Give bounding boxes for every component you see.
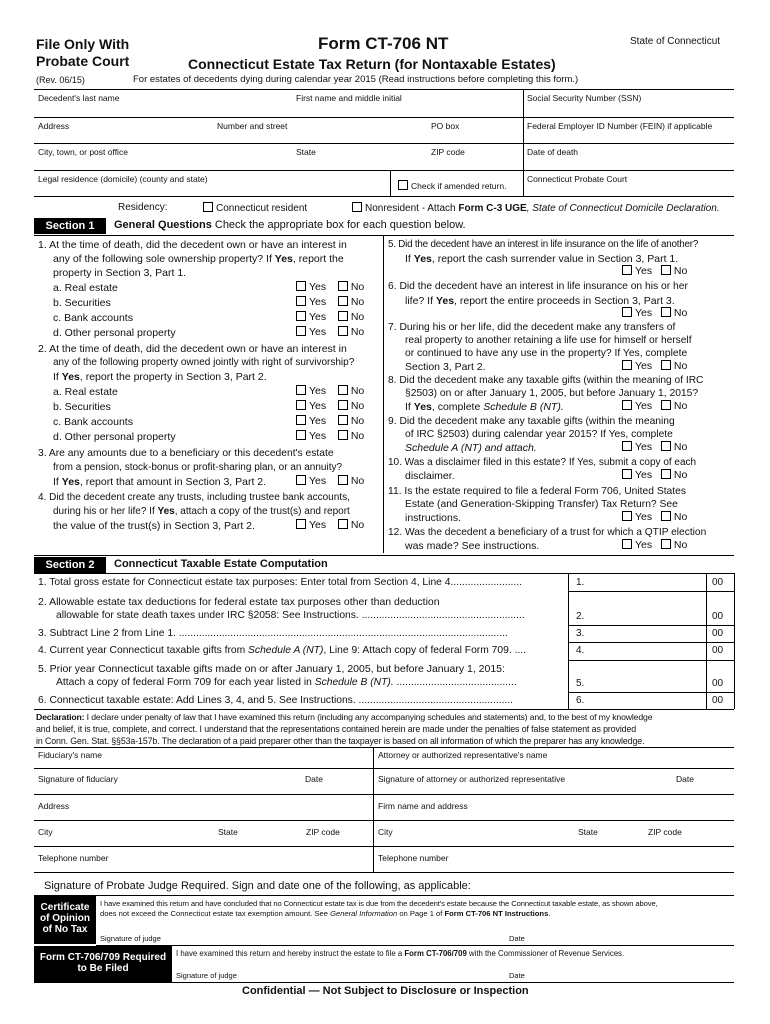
q2b-label: b. Securities	[53, 401, 111, 413]
q6-text-1: 6. Did the decedent have an interest in life insurance on his or her	[388, 281, 688, 292]
checkbox-icon[interactable]	[338, 385, 348, 395]
cents-1[interactable]: 00	[712, 577, 724, 588]
s2-line-4: 4. Current year Connecticut taxable gifts from Schedule A (NT), Line 9: Attach copy of federal Form 709. ....	[38, 645, 527, 656]
q7-yes-no[interactable]: Yes No	[622, 360, 687, 372]
form-706-709-judge-signature[interactable]: Signature of judge	[176, 971, 237, 980]
section-2-tab: Section 2	[34, 557, 106, 573]
q1d-yes-no[interactable]: Yes No	[296, 326, 364, 338]
amount-5-label: 5.	[576, 678, 585, 689]
section-2-title: Connecticut Taxable Estate Computation	[114, 558, 328, 570]
s2-line-2a: 2. Allowable estate tax deductions for federal estate tax purposes other than deduction	[38, 596, 440, 608]
q2-text-2: any of the following property owned jointly with right of survivorship?	[53, 357, 355, 368]
q1-text-1: 1. At the time of death, did the decedent own or have an interest in	[38, 239, 347, 251]
checkbox-icon[interactable]	[622, 469, 632, 479]
checkbox-icon[interactable]	[338, 311, 348, 321]
q12-text-1: 12. Was the decedent a beneficiary of a trust for which a QTIP election	[388, 527, 707, 538]
firm-state-field[interactable]: State	[578, 827, 598, 837]
q9-text-2: of IRC §2503) during calendar year 2015? If Yes, complete	[405, 429, 673, 440]
amount-6-label: 6.	[576, 695, 585, 706]
date-of-death-field[interactable]: Date of death	[527, 147, 579, 157]
fiduciary-zip-field[interactable]: ZIP code	[306, 827, 340, 837]
attorney-name-field[interactable]: Attorney or authorized representative's name	[378, 750, 548, 760]
q2a-label: a. Real estate	[53, 386, 118, 398]
checkbox-icon[interactable]	[352, 202, 362, 212]
q4-text-2: during his or her life? If Yes, attach a copy of the trust(s) and report	[53, 506, 350, 517]
amended-checkbox[interactable]: Check if amended return.	[398, 180, 506, 191]
form-subtitle: Connecticut Estate Tax Return (for Nontaxable Estates)	[188, 56, 556, 72]
checkbox-icon[interactable]	[296, 385, 306, 395]
firm-zip-field[interactable]: ZIP code	[648, 827, 682, 837]
checkbox-icon[interactable]	[296, 415, 306, 425]
checkbox-icon[interactable]	[661, 441, 671, 451]
street-field[interactable]: Number and street	[217, 121, 288, 131]
q2d-yes-no[interactable]: Yes No	[296, 430, 364, 442]
amount-3-label: 3.	[576, 628, 585, 639]
resident-checkbox[interactable]: Connecticut resident	[203, 202, 307, 214]
q1a-yes-no[interactable]: Yes No	[296, 281, 364, 293]
amount-4-label: 4.	[576, 645, 585, 656]
checkbox-icon[interactable]	[622, 265, 632, 275]
nonresident-checkbox[interactable]: Nonresident - Attach Form C-3 UGE, State of Connecticut Domicile Declaration.	[352, 202, 720, 214]
q2c-label: c. Bank accounts	[53, 416, 133, 428]
section-1-title: General Questions Check the appropriate box for each question below.	[114, 219, 466, 231]
q9-text-1: 9. Did the decedent make any taxable gifts (within the meaning	[388, 416, 675, 427]
checkbox-icon[interactable]	[661, 360, 671, 370]
attorney-signature-field[interactable]: Signature of attorney or authorized representative	[378, 774, 566, 784]
certificate-date[interactable]: Date	[509, 934, 525, 943]
checkbox-icon[interactable]	[622, 539, 632, 549]
certificate-text-2: does not exceed the Connecticut estate tax exemption amount. See General Information on Page 1 of Form CT-706 NT Instructions.	[100, 909, 551, 918]
q8-text-3: If Yes, complete Schedule B (NT).	[405, 401, 564, 413]
cents-4[interactable]: 00	[712, 645, 724, 656]
q9-yes-no[interactable]: Yes No	[622, 441, 687, 453]
state-of-connecticut: State of Connecticut	[630, 36, 721, 47]
q5-text-2: If Yes, report the cash surrender value in Section 3, Part 1.	[405, 253, 679, 265]
form-706-709-date[interactable]: Date	[509, 971, 525, 980]
fiduciary-date-field[interactable]: Date	[305, 774, 323, 784]
q2-text-3: If Yes, report the property in Section 3, Part 2.	[53, 371, 267, 383]
q7-text-2: real property to another retaining a life use for himself or herself	[405, 335, 692, 346]
checkbox-icon[interactable]	[622, 511, 632, 521]
state-field[interactable]: State	[296, 147, 316, 157]
checkbox-icon[interactable]	[622, 307, 632, 317]
checkbox-icon[interactable]	[622, 360, 632, 370]
checkbox-icon[interactable]	[338, 519, 348, 529]
residency-label: Residency:	[118, 202, 168, 213]
q7-text-1: 7. During his or her life, did the decedent make any transfers of	[388, 322, 676, 333]
q4-text-3: the value of the trust(s) in Section 3, Part 2.	[53, 520, 255, 532]
ssn-field[interactable]: Social Security Number (SSN)	[527, 93, 642, 103]
s2-line-6: 6. Connecticut taxable estate: Add Lines 3, 4, and 5. See Instructions. ......................................................	[38, 695, 514, 706]
checkbox-icon[interactable]	[296, 311, 306, 321]
instructions-note: For estates of decedents dying during calendar year 2015 (Read instructions before completing this form.)	[133, 74, 579, 85]
file-only-label: File Only With	[36, 36, 130, 52]
s2-line-3: 3. Subtract Line 2 from Line 1. ...................................................................................................................	[38, 628, 508, 639]
firm-address-field[interactable]: Firm name and address	[378, 801, 468, 811]
q7-text-4: Section 3, Part 2.	[405, 361, 486, 373]
checkbox-icon[interactable]	[661, 265, 671, 275]
q11-yes-no[interactable]: Yes No	[622, 511, 687, 523]
fiduciary-name-field[interactable]: Fiduciary's name	[38, 750, 102, 760]
legal-residence-field[interactable]: Legal residence (domicile) (county and state)	[38, 174, 208, 184]
certificate-judge-signature[interactable]: Signature of judge	[100, 934, 161, 943]
q8-text-2: §2503) on or after January 1, 2005, but before January 1, 2015?	[405, 388, 699, 399]
checkbox-icon[interactable]	[661, 307, 671, 317]
checkbox-icon[interactable]	[296, 430, 306, 440]
checkbox-icon[interactable]	[661, 511, 671, 521]
q5-yes-no[interactable]: Yes No	[622, 265, 687, 277]
q2d-label: d. Other personal property	[53, 431, 176, 443]
checkbox-icon[interactable]	[338, 400, 348, 410]
zip-field[interactable]: ZIP code	[431, 147, 465, 157]
q5-text-1: 5. Did the decedent have an interest in life insurance on the life of another?	[388, 239, 699, 250]
checkbox-icon[interactable]	[622, 400, 632, 410]
fiduciary-city-field[interactable]: City	[38, 827, 53, 837]
q6-yes-no[interactable]: Yes No	[622, 307, 687, 319]
q11-text-3: instructions.	[405, 512, 462, 524]
checkbox-icon[interactable]	[203, 202, 213, 212]
fiduciary-signature-field[interactable]: Signature of fiduciary	[38, 774, 118, 784]
city-field[interactable]: City, town, or post office	[38, 147, 128, 157]
checkbox-icon[interactable]	[622, 441, 632, 451]
q8-text-1: 8. Did the decedent make any taxable gifts (within the meaning of IRC	[388, 375, 704, 386]
checkbox-icon[interactable]	[398, 180, 408, 190]
q8-yes-no[interactable]: Yes No	[622, 400, 687, 412]
checkbox-icon[interactable]	[296, 519, 306, 529]
cents-6[interactable]: 00	[712, 695, 724, 706]
confidential-footer: Confidential — Not Subject to Disclosure or Inspection	[242, 985, 529, 997]
checkbox-icon[interactable]	[661, 469, 671, 479]
q1-text-3: property in Section 3, Part 1.	[53, 267, 187, 279]
checkbox-icon[interactable]	[296, 326, 306, 336]
s2-line-5b: Attach a copy of federal Form 709 for each year listed in Schedule B (NT). ..........................................	[56, 677, 517, 688]
q1-text-2: any of the following sole ownership property? If Yes, report the	[53, 253, 344, 265]
fein-field[interactable]: Federal Employer ID Number (FEIN) if applicable	[527, 121, 713, 131]
q4-text-1: 4. Did the decedent create any trusts, including trustee bank accounts,	[38, 492, 350, 503]
q6-text-2: life? If Yes, report the entire proceeds in Section 3, Part 3.	[405, 295, 675, 307]
q12-text-2: was made? See instructions.	[405, 540, 540, 552]
amount-2-label: 2.	[576, 611, 585, 622]
cents-5[interactable]: 00	[712, 678, 724, 689]
last-name-field[interactable]: Decedent's last name	[38, 93, 120, 103]
q7-text-3: or continued to have any use in the property? If Yes, complete	[405, 348, 688, 359]
certificate-text-1: I have examined this return and have concluded that no Connecticut estate tax is due from the decedent's estate because the Connecticut taxable estate, as shown above,	[100, 899, 658, 908]
cents-3[interactable]: 00	[712, 628, 724, 639]
declaration-line-2: and belief, it is true, complete, and correct. I understand that the representations contained herein are made under the penalties of false statement as provided	[36, 724, 637, 734]
first-name-field[interactable]: First name and middle initial	[296, 93, 402, 103]
q2b-yes-no[interactable]: Yes No	[296, 400, 364, 412]
form-title: Form CT-706 NT	[318, 34, 449, 53]
fiduciary-address-field[interactable]: Address	[38, 801, 70, 811]
s2-line-5a: 5. Prior year Connecticut taxable gifts made on or after January 1, 2005, but before January 1, 2015:	[38, 663, 505, 675]
q11-text-2: Estate (and Generation-Skipping Transfer) Tax Return? See	[405, 499, 678, 510]
checkbox-icon[interactable]	[338, 430, 348, 440]
checkbox-icon[interactable]	[296, 281, 306, 291]
q10-text-2: disclaimer.	[405, 470, 455, 482]
q2c-yes-no[interactable]: Yes No	[296, 415, 364, 427]
q3-yes-no[interactable]: Yes No	[296, 475, 364, 487]
q1b-yes-no[interactable]: Yes No	[296, 296, 364, 308]
section-1-tab: Section 1	[34, 218, 106, 234]
q2a-yes-no[interactable]: Yes No	[296, 385, 364, 397]
checkbox-icon[interactable]	[661, 400, 671, 410]
fiduciary-state-field[interactable]: State	[218, 827, 238, 837]
q11-text-1: 11. Is the estate required to file a federal Form 706, United States	[388, 486, 687, 497]
checkbox-icon[interactable]	[338, 281, 348, 291]
q1d-label: d. Other personal property	[53, 327, 176, 339]
address-field[interactable]: Address	[38, 121, 70, 131]
checkbox-icon[interactable]	[338, 415, 348, 425]
certificate-no-tax-label: Certificate of Opinion of No Tax	[34, 896, 96, 944]
q4-yes-no[interactable]: Yes No	[296, 519, 364, 531]
q3-text-1: 3. Are any amounts due to a beneficiary or this decedent's estate	[38, 448, 334, 459]
q1a-label: a. Real estate	[53, 282, 118, 294]
q3-text-2: from a pension, stock-bonus or profit-sharing plan, or an annuity?	[53, 462, 343, 473]
cents-2[interactable]: 00	[712, 611, 724, 622]
form-706-709-text: I have examined this return and hereby instruct the estate to file a Form CT-706/709 with the Commissioner of Revenue Services.	[176, 949, 625, 958]
checkbox-icon[interactable]	[296, 400, 306, 410]
q9-text-3: Schedule A (NT) and attach.	[405, 442, 537, 454]
form-706-709-required-label: Form CT-706/709 Required to Be Filed	[34, 946, 172, 982]
firm-phone-field[interactable]: Telephone number	[378, 853, 449, 863]
checkbox-icon[interactable]	[296, 475, 306, 485]
q1b-label: b. Securities	[53, 297, 111, 309]
q10-yes-no[interactable]: Yes No	[622, 469, 687, 481]
q12-yes-no[interactable]: Yes No	[622, 539, 687, 551]
s2-line-2b: allowable for state death taxes under IRC §2058: See Instructions. .........................................................	[56, 610, 525, 621]
attorney-date-field[interactable]: Date	[676, 774, 694, 784]
firm-city-field[interactable]: City	[378, 827, 393, 837]
judge-heading: Signature of Probate Judge Required. Sign and date one of the following, as applicable:	[44, 880, 471, 892]
declaration-line-3: in Conn. Gen. Stat. §§53a-157b. The declaration of a paid preparer other than the taxpayer is based on all information of which the preparer has any knowledge.	[36, 736, 645, 746]
q1c-label: c. Bank accounts	[53, 312, 133, 324]
revision: (Rev. 06/15)	[36, 75, 85, 85]
declaration-line-1: Declaration: I declare under penalty of law that I have examined this return (including any accompanying schedules and statements) and, to the best of my knowledge	[36, 712, 653, 722]
probate-court-label: Probate Court	[36, 53, 130, 69]
q2-text-1: 2. At the time of death, did the decedent own or have an interest in	[38, 343, 347, 355]
checkbox-icon[interactable]	[338, 326, 348, 336]
fiduciary-phone-field[interactable]: Telephone number	[38, 853, 109, 863]
po-box-field[interactable]: PO box	[431, 121, 460, 131]
amount-1-label: 1.	[576, 577, 585, 588]
probate-court-field[interactable]: Connecticut Probate Court	[527, 174, 628, 184]
q3-text-3: If Yes, report that amount in Section 3, Part 2.	[53, 476, 267, 488]
checkbox-icon[interactable]	[338, 475, 348, 485]
checkbox-icon[interactable]	[661, 539, 671, 549]
q10-text-1: 10. Was a disclaimer filed in this estate? If Yes, submit a copy of each	[388, 457, 697, 468]
s2-line-1: 1. Total gross estate for Connecticut estate tax purposes: Enter total from Section 4, Line 4.........................	[38, 577, 523, 588]
checkbox-icon[interactable]	[296, 296, 306, 306]
checkbox-icon[interactable]	[338, 296, 348, 306]
q1c-yes-no[interactable]: Yes No	[296, 311, 364, 323]
